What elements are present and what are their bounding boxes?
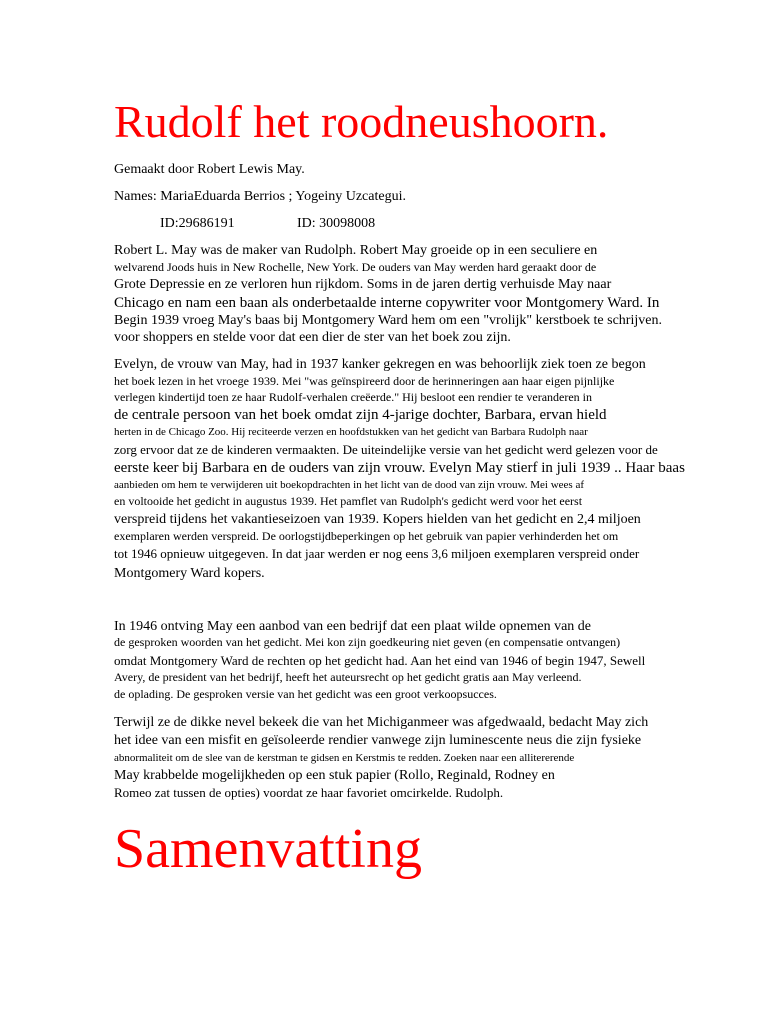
paragraph-line: tot 1946 opnieuw uitgegeven. In dat jaar werden er nog eens 3,6 miljoen exemplaren verspreid onder: [114, 546, 640, 561]
paragraph-line: welvarend Joods huis in New Rochelle, New York. De ouders van May werden hard geraakt door de: [114, 260, 597, 274]
paragraph-line: het idee van een misfit en geïsoleerde rendier vanwege zijn luminescente neus die zijn fysieke: [114, 733, 642, 748]
paragraph-line: Terwijl ze de dikke nevel bekeek die van het Michiganmeer was afgedwaald, bedacht May zich: [114, 715, 649, 730]
paragraph-line: herten in de Chicago Zoo. Hij reciteerde verzen en hoofdstukken van het gedicht van Barbara Rudolph naar: [114, 426, 588, 438]
paragraph-line: Avery, de president van het bedrijf, heeft het auteursrecht op het gedicht gratis aan May verleend.: [114, 670, 582, 684]
student-id-1: ID:29686191: [160, 216, 235, 231]
paragraph-line: voor shoppers en stelde voor dat een dier de ster van het boek zou zijn.: [114, 330, 511, 345]
paragraph-line: aanbieden om hem te verwijderen uit boekopdrachten in het licht van de dood van zijn vrouw. Mei wees af: [114, 479, 584, 491]
paragraph-line: Montgomery Ward kopers.: [114, 566, 265, 581]
paragraph-line: en voltooide het gedicht in augustus 1939. Het pamflet van Rudolph's gedicht werd voor het eerst: [114, 494, 583, 508]
paragraph-line: May krabbelde mogelijkheden op een stuk papier (Rollo, Reginald, Rodney en: [114, 768, 555, 783]
section-title: Samenvatting: [114, 818, 422, 880]
made-by-line: Gemaakt door Robert Lewis May.: [114, 162, 305, 177]
paragraph-line: Robert L. May was de maker van Rudolph. Robert May groeide op in een seculiere en: [114, 243, 598, 258]
paragraph-line: abnormaliteit om de slee van de kerstman te gidsen en Kerstmis te redden. Zoeken naar een allitererende: [114, 752, 575, 764]
paragraph-line: Grote Depressie en ze verloren hun rijkdom. Soms in de jaren dertig verhuisde May naar: [114, 277, 612, 292]
paragraph-line: Chicago en nam een baan als onderbetaalde interne copywriter voor Montgomery Ward. In: [114, 295, 660, 311]
paragraph-line: de centrale persoon van het boek omdat zijn 4-jarige dochter, Barbara, ervan hield: [114, 407, 607, 423]
paragraph-line: de gesproken woorden van het gedicht. Mei kon zijn goedkeuring niet geven (en compensatie ontvangen): [114, 635, 621, 649]
paragraph-line: In 1946 ontving May een aanbod van een bedrijf dat een plaat wilde opnemen van de: [114, 619, 592, 634]
paragraph-line: verlegen kindertijd toen ze haar Rudolf-verhalen creëerde." Hij besloot een rendier te veranderen in: [114, 390, 593, 404]
paragraph-line: eerste keer bij Barbara en de ouders van zijn vrouw. Evelyn May stierf in juli 1939 .. Haar baas: [114, 460, 685, 476]
paragraph-line: Romeo zat tussen de opties) voordat ze haar favoriet omcirkelde. Rudolph.: [114, 785, 504, 800]
names-line: Names: MariaEduarda Berrios ; Yogeiny Uzcategui.: [114, 189, 406, 204]
paragraph-line: Evelyn, de vrouw van May, had in 1937 kanker gekregen en was behoorlijk ziek toen ze begon: [114, 357, 646, 372]
document-title: Rudolf het roodneushoorn.: [114, 96, 609, 147]
paragraph-line: omdat Montgomery Ward de rechten op het gedicht had. Aan het eind van 1946 of begin 1947, Sewell: [114, 653, 646, 668]
paragraph-line: Begin 1939 vroeg May's baas bij Montgomery Ward hem om een "vrolijk" kerstboek te schrijven.: [114, 313, 662, 328]
paragraph-line: exemplaren werden verspreid. De oorlogstijdbeperkingen op het gebruik van papier verhinderden het om: [114, 529, 619, 543]
paragraph-line: de oplading. De gesproken versie van het gedicht was een groot verkoopsucces.: [114, 687, 497, 701]
student-id-2: ID: 30098008: [297, 216, 376, 231]
paragraph-line: verspreid tijdens het vakantieseizoen van 1939. Kopers hielden van het gedicht en 2,4 miljoen: [114, 512, 641, 527]
paragraph-line: het boek lezen in het vroege 1939. Mei "was geïnspireerd door de herinneringen aan haar eigen pijnlijke: [114, 374, 615, 388]
paragraph-line: zorg ervoor dat ze de kinderen vermaakten. De uiteindelijke versie van het gedicht werd gelezen voor de: [114, 442, 658, 457]
